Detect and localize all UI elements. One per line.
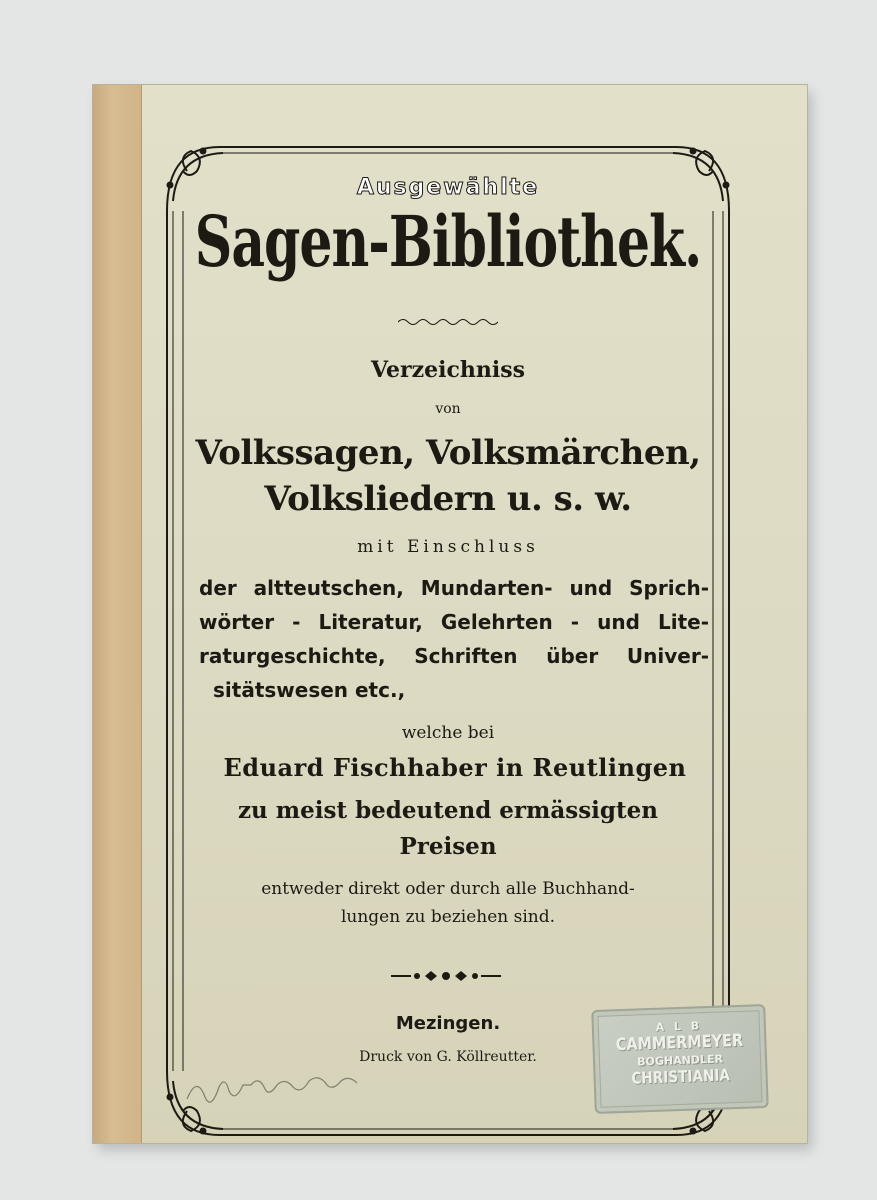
handwritten-signature-icon <box>183 1069 403 1109</box>
wave-divider-icon <box>398 317 498 327</box>
description-block <box>199 571 709 707</box>
heading-line-2: Volksliedern u. s. w. <box>264 479 632 519</box>
stamp-line-3: BOGHANDLER <box>636 1052 724 1069</box>
subtitle: Verzeichniss <box>371 357 525 383</box>
von-text: von <box>435 401 461 417</box>
heading-line-1: Volkssagen, Volksmärchen, <box>195 433 701 473</box>
stamp-line-4: CHRISTIANIA <box>631 1065 731 1088</box>
booklet-cover <box>92 84 808 1144</box>
printer-line: Druck von G. Köllreutter. <box>359 1049 537 1065</box>
description-line: wörter - Literatur, Gelehrten - und Lite- <box>199 610 709 634</box>
booklet-spine <box>93 85 142 1143</box>
place-of-printing: Mezingen. <box>395 1013 501 1034</box>
price-line-1: zu meist bedeutend ermässigten <box>238 797 658 824</box>
availability-line-2: lungen zu beziehen sind. <box>340 907 556 927</box>
stamp-line-1: A L B <box>655 1019 703 1034</box>
availability-line-1: entweder direkt oder durch alle Buchhand- <box>261 879 635 899</box>
stamp-line-2: CAMMERMEYER <box>615 1030 744 1056</box>
description-line: raturgeschichte, Schriften über Univer- <box>199 644 709 668</box>
description-line: der altteutschen, Mundarten- und Sprich- <box>199 576 709 600</box>
bookseller-stamp <box>591 1004 769 1114</box>
title-top: Ausgewählte <box>356 175 540 200</box>
publisher-name: Eduard Fischhaber in Reutlingen <box>223 753 687 782</box>
mit-einschluss-text: mit Einschluss <box>357 537 539 557</box>
ornament-divider-icon <box>391 969 501 983</box>
welche-bei-text: welche bei <box>401 723 495 743</box>
price-line-2: Preisen <box>399 833 497 860</box>
title-main: Sagen-Bibliothek. <box>194 201 702 284</box>
description-line: sitätswesen etc., <box>213 678 406 702</box>
